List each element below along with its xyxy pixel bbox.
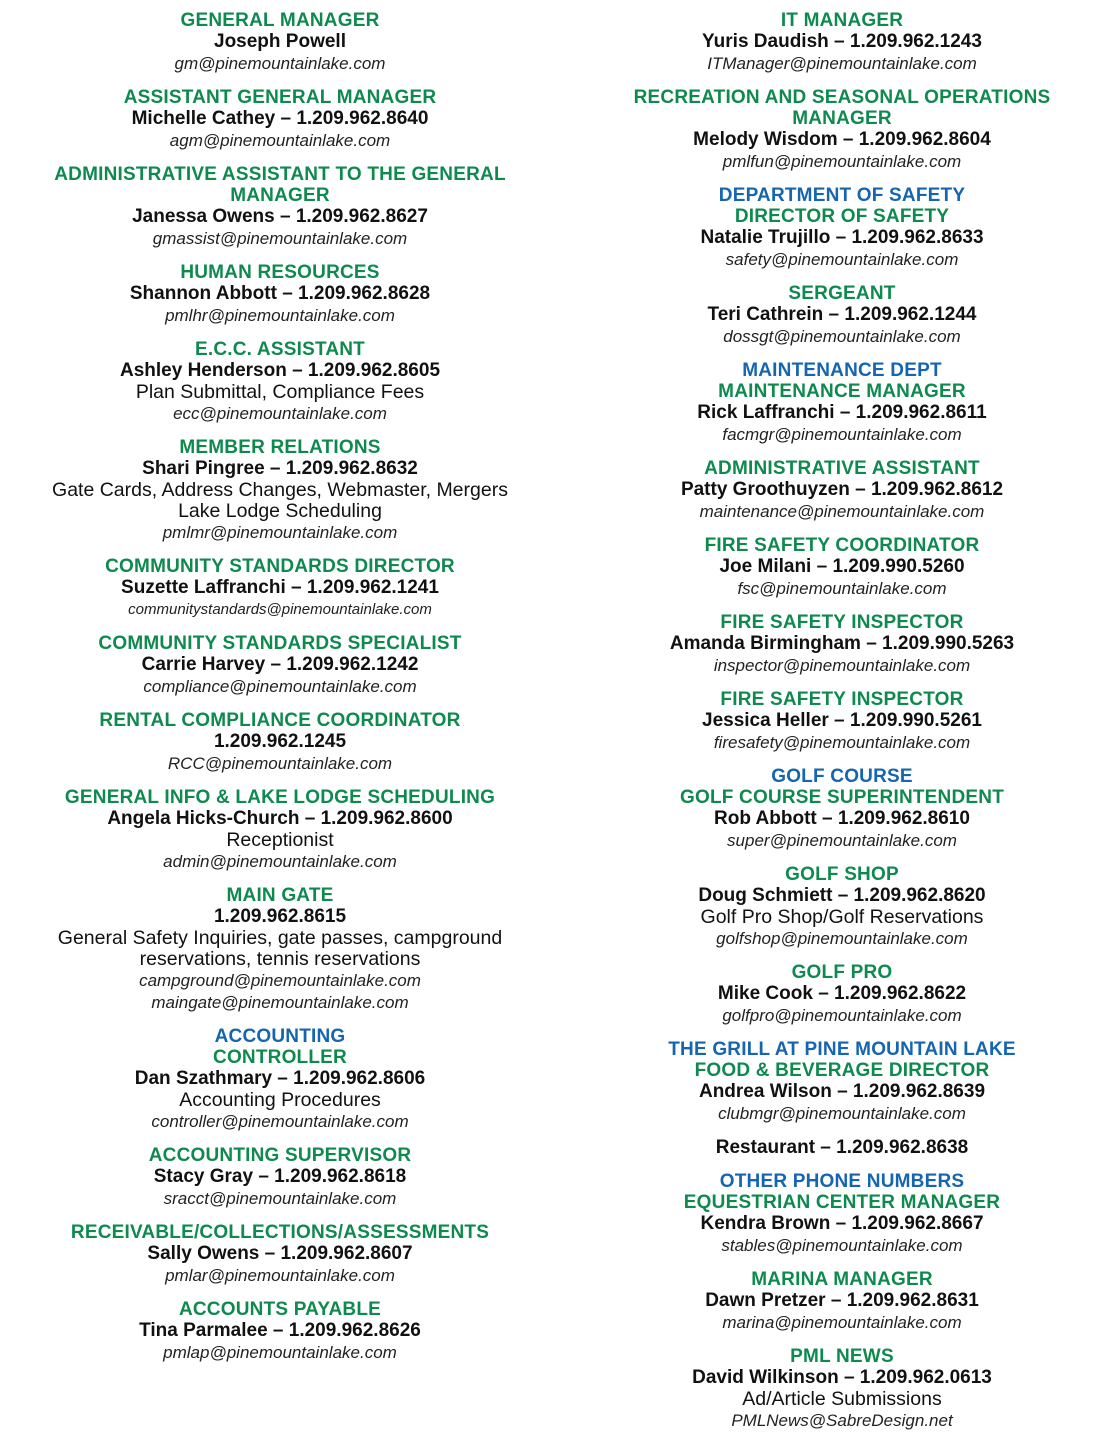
- email-link[interactable]: clubmgr@pinemountainlake.com: [718, 1104, 966, 1123]
- entry-assistant-general-manager: [20, 87, 540, 152]
- email-link[interactable]: golfpro@pinemountainlake.com: [722, 1006, 962, 1025]
- email-link[interactable]: safety@pinemountainlake.com: [725, 250, 959, 269]
- email-link[interactable]: maingate@pinemountainlake.com: [151, 993, 409, 1012]
- entry-title: FIRE SAFETY COORDINATOR: [704, 535, 980, 556]
- entry-director-of-safety: [592, 185, 1092, 271]
- right-column: [592, 10, 1092, 1444]
- entry-title: COMMUNITY STANDARDS SPECIALIST: [98, 633, 462, 654]
- entry-title: RECEIVABLE/COLLECTIONS/ASSESSMENTS: [70, 1222, 490, 1243]
- entry-fire-safety-coordinator: [592, 535, 1092, 600]
- email-link[interactable]: super@pinemountainlake.com: [727, 831, 957, 850]
- entry-title: COMMUNITY STANDARDS DIRECTOR: [105, 556, 455, 577]
- entry-admin-assistant-gm: [20, 164, 540, 250]
- entry-contact: Shannon Abbott – 1.209.962.8628: [129, 283, 431, 304]
- entry-title: FOOD & BEVERAGE DIRECTOR: [694, 1060, 990, 1081]
- email-link[interactable]: stables@pinemountainlake.com: [721, 1236, 963, 1255]
- entry-it-manager: [592, 10, 1092, 75]
- entry-contact: Ashley Henderson – 1.209.962.8605: [119, 360, 441, 381]
- entry-note: Plan Submittal, Compliance Fees: [135, 381, 425, 403]
- entry-contact: Rob Abbott – 1.209.962.8610: [714, 808, 970, 829]
- email-link[interactable]: pmlap@pinemountainlake.com: [163, 1343, 397, 1362]
- entry-member-relations: [20, 437, 540, 544]
- email-link[interactable]: PMLNews@SabreDesign.net: [731, 1411, 953, 1430]
- email-link[interactable]: pmlmr@pinemountainlake.com: [162, 523, 398, 542]
- department-heading: THE GRILL AT PINE MOUNTAIN LAKE: [668, 1039, 1016, 1060]
- entry-contact: Melody Wisdom – 1.209.962.8604: [693, 129, 991, 150]
- email-link[interactable]: maintenance@pinemountainlake.com: [699, 502, 985, 521]
- email-link[interactable]: golfshop@pinemountainlake.com: [716, 929, 968, 948]
- entry-maintenance-manager: [592, 360, 1092, 446]
- entry-contact: Carrie Harvey – 1.209.962.1242: [141, 654, 419, 675]
- email-link[interactable]: pmlfun@pinemountainlake.com: [722, 152, 962, 171]
- email-link[interactable]: inspector@pinemountainlake.com: [713, 656, 971, 675]
- department-heading: MAINTENANCE DEPT: [742, 360, 942, 381]
- email-link[interactable]: ecc@pinemountainlake.com: [173, 404, 387, 423]
- entry-receivables: [20, 1222, 540, 1287]
- email-link[interactable]: admin@pinemountainlake.com: [163, 852, 397, 871]
- entry-general-info: [20, 787, 540, 873]
- entry-fire-safety-inspector-2: [592, 689, 1092, 754]
- entry-contact: Doug Schmiett – 1.209.962.8620: [698, 885, 986, 906]
- email-link[interactable]: sracct@pinemountainlake.com: [163, 1189, 397, 1208]
- email-link[interactable]: agm@pinemountainlake.com: [169, 131, 391, 150]
- entry-main-gate: [20, 885, 540, 1014]
- entry-recreation-manager: [592, 87, 1092, 173]
- entry-contact: Stacy Gray – 1.209.962.8618: [153, 1166, 407, 1187]
- entry-title: IT MANAGER: [780, 10, 904, 31]
- entry-restaurant: [592, 1137, 1092, 1159]
- email-link[interactable]: pmlar@pinemountainlake.com: [165, 1266, 395, 1285]
- entry-contact: Dawn Pretzer – 1.209.962.8631: [705, 1290, 979, 1311]
- entry-contact: Angela Hicks-Church – 1.209.962.8600: [107, 808, 453, 829]
- entry-note: General Safety Inquiries, gate passes, campground: [57, 927, 503, 949]
- entry-community-standards-director: [20, 556, 540, 621]
- entry-title: EQUESTRIAN CENTER MANAGER: [683, 1192, 1001, 1213]
- entry-contact: Andrea Wilson – 1.209.962.8639: [698, 1081, 986, 1102]
- entry-note: Receptionist: [226, 829, 334, 851]
- email-link[interactable]: gmassist@pinemountainlake.com: [152, 229, 408, 248]
- entry-contact: Teri Cathrein – 1.209.962.1244: [707, 304, 977, 325]
- entry-title: MAIN GATE: [226, 885, 334, 906]
- entry-ecc-assistant: [20, 339, 540, 425]
- entry-title: MEMBER RELATIONS: [179, 437, 381, 458]
- entry-golf-pro: [592, 962, 1092, 1027]
- entry-note: Lake Lodge Scheduling: [178, 500, 382, 522]
- entry-contact: Jessica Heller – 1.209.990.5261: [702, 710, 982, 731]
- department-heading: ACCOUNTING: [214, 1026, 346, 1047]
- entry-controller: [20, 1026, 540, 1133]
- entry-title: E.C.C. ASSISTANT: [195, 339, 365, 360]
- entry-title: ACCOUNTS PAYABLE: [178, 1299, 382, 1320]
- entry-fire-safety-inspector-1: [592, 612, 1092, 677]
- entry-contact: Joseph Powell: [214, 31, 346, 52]
- entry-contact: Mike Cook – 1.209.962.8622: [717, 983, 967, 1004]
- entry-contact: Kendra Brown – 1.209.962.8667: [700, 1213, 984, 1234]
- entry-human-resources: [20, 262, 540, 327]
- entry-title: RENTAL COMPLIANCE COORDINATOR: [99, 710, 461, 731]
- email-link[interactable]: pmlhr@pinemountainlake.com: [165, 306, 395, 325]
- department-heading: GOLF COURSE: [771, 766, 913, 787]
- entry-contact: Shari Pingree – 1.209.962.8632: [142, 458, 418, 479]
- entry-general-manager: [20, 10, 540, 75]
- email-link[interactable]: campground@pinemountainlake.com: [139, 971, 421, 990]
- entry-contact: David Wilkinson – 1.209.962.0613: [692, 1367, 992, 1388]
- entry-title: GENERAL MANAGER: [180, 10, 380, 31]
- entry-note: Accounting Procedures: [179, 1089, 381, 1111]
- entry-title: GENERAL INFO & LAKE LODGE SCHEDULING: [64, 787, 496, 808]
- entry-sergeant: [592, 283, 1092, 348]
- email-link[interactable]: communitystandards@pinemountainlake.com: [128, 601, 432, 618]
- entry-title: ADMINISTRATIVE ASSISTANT: [704, 458, 980, 479]
- entry-note: reservations, tennis reservations: [139, 948, 421, 970]
- entry-equestrian-manager: [592, 1171, 1092, 1257]
- entry-note: Golf Pro Shop/Golf Reservations: [700, 906, 984, 928]
- entry-marina-manager: [592, 1269, 1092, 1334]
- entry-title: FIRE SAFETY INSPECTOR: [720, 612, 964, 633]
- email-link[interactable]: dossgt@pinemountainlake.com: [723, 327, 961, 346]
- entry-contact: 1.209.962.1245: [213, 731, 347, 752]
- entry-title: PML NEWS: [790, 1346, 894, 1367]
- entry-contact: Natalie Trujillo – 1.209.962.8633: [700, 227, 984, 248]
- entry-contact: Joe Milani – 1.209.990.5260: [719, 556, 965, 577]
- email-link[interactable]: marina@pinemountainlake.com: [722, 1313, 962, 1332]
- entry-golf-superintendent: [592, 766, 1092, 852]
- entry-title: DIRECTOR OF SAFETY: [734, 206, 950, 227]
- entry-contact: Suzette Laffranchi – 1.209.962.1241: [121, 577, 439, 598]
- entry-contact: Rick Laffranchi – 1.209.962.8611: [697, 402, 987, 423]
- entry-title: CONTROLLER: [213, 1047, 347, 1068]
- entry-contact: Patty Groothuyzen – 1.209.962.8612: [680, 479, 1004, 500]
- entry-pml-news: [592, 1346, 1092, 1432]
- email-link[interactable]: fsc@pinemountainlake.com: [737, 579, 947, 598]
- email-link[interactable]: RCC@pinemountainlake.com: [167, 754, 393, 773]
- entry-community-standards-specialist: [20, 633, 540, 698]
- email-link[interactable]: gm@pinemountainlake.com: [174, 54, 386, 73]
- email-link[interactable]: facmgr@pinemountainlake.com: [722, 425, 962, 444]
- entry-title: ASSISTANT GENERAL MANAGER: [123, 87, 437, 108]
- entry-contact: Michelle Cathey – 1.209.962.8640: [131, 108, 429, 129]
- entry-accounts-payable: [20, 1299, 540, 1364]
- entry-title: RECREATION AND SEASONAL OPERATIONS MANAGER: [633, 87, 1051, 129]
- entry-rental-compliance: [20, 710, 540, 775]
- email-link[interactable]: compliance@pinemountainlake.com: [143, 677, 417, 696]
- entry-title: SERGEANT: [788, 283, 896, 304]
- entry-food-beverage-director: [592, 1039, 1092, 1125]
- left-column: [20, 10, 540, 1376]
- entry-maintenance-admin: [592, 458, 1092, 523]
- email-link[interactable]: firesafety@pinemountainlake.com: [713, 733, 971, 752]
- entry-contact: Dan Szathmary – 1.209.962.8606: [134, 1068, 426, 1089]
- entry-contact: Restaurant – 1.209.962.8638: [715, 1137, 969, 1158]
- entry-title: ACCOUNTING SUPERVISOR: [148, 1145, 412, 1166]
- entry-title: MAINTENANCE MANAGER: [718, 381, 966, 402]
- entry-title: MARINA MANAGER: [751, 1269, 933, 1290]
- email-link[interactable]: ITManager@pinemountainlake.com: [707, 54, 977, 73]
- entry-contact: Yuris Daudish – 1.209.962.1243: [702, 31, 982, 52]
- entry-title: FIRE SAFETY INSPECTOR: [720, 689, 964, 710]
- entry-title: GOLF SHOP: [785, 864, 899, 885]
- entry-title: ADMINISTRATIVE ASSISTANT TO THE GENERAL MANAGER: [54, 164, 506, 206]
- entry-note: Gate Cards, Address Changes, Webmaster, Mergers: [52, 479, 508, 501]
- entry-title: HUMAN RESOURCES: [180, 262, 380, 283]
- entry-golf-shop: [592, 864, 1092, 950]
- entry-contact: Tina Parmalee – 1.209.962.8626: [139, 1320, 421, 1341]
- email-link[interactable]: controller@pinemountainlake.com: [151, 1112, 409, 1131]
- department-heading: OTHER PHONE NUMBERS: [719, 1171, 965, 1192]
- entry-contact: 1.209.962.8615: [213, 906, 347, 927]
- entry-accounting-supervisor: [20, 1145, 540, 1210]
- entry-title: GOLF PRO: [791, 962, 893, 983]
- entry-contact: Janessa Owens – 1.209.962.8627: [132, 206, 428, 227]
- department-heading: DEPARTMENT OF SAFETY: [718, 185, 966, 206]
- entry-note: Ad/Article Submissions: [742, 1388, 942, 1410]
- entry-title: GOLF COURSE SUPERINTENDENT: [680, 787, 1004, 808]
- entry-contact: Amanda Birmingham – 1.209.990.5263: [669, 633, 1015, 654]
- entry-contact: Sally Owens – 1.209.962.8607: [147, 1243, 413, 1264]
